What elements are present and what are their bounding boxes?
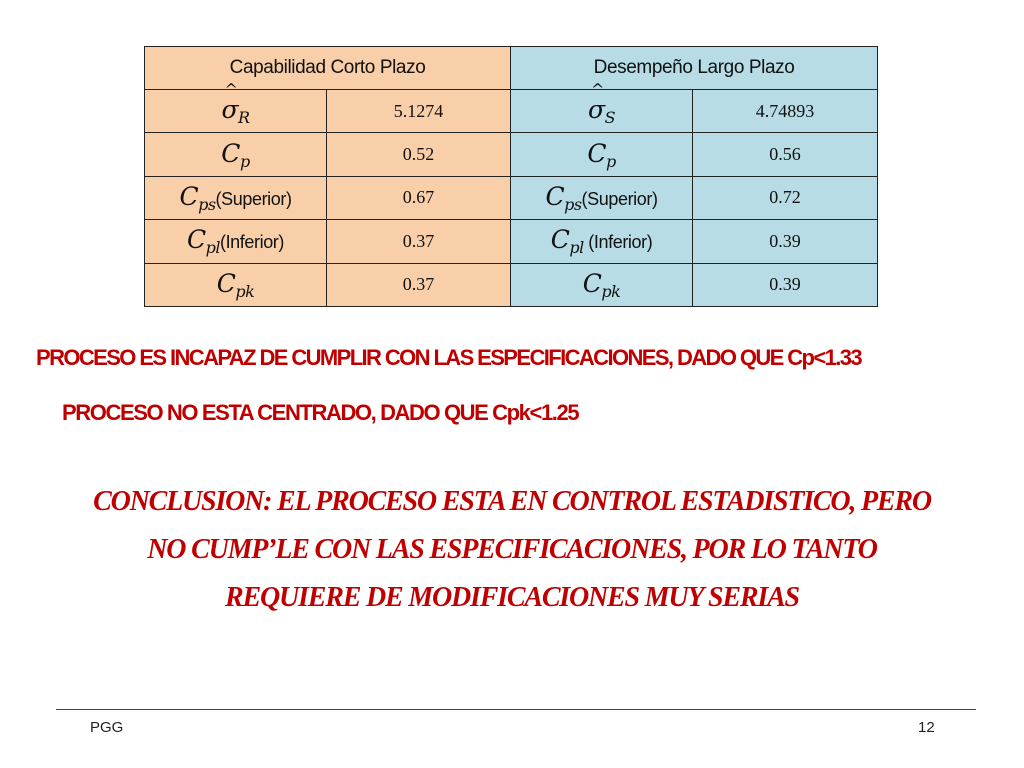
cp-long-value: 0.56: [693, 133, 878, 176]
capability-table: [144, 46, 878, 307]
short-term-header: Capabilidad Corto Plazo: [145, 47, 511, 90]
sigma-r-value: 5.1274: [327, 90, 511, 133]
table-row: [145, 176, 878, 219]
table-row: [145, 263, 878, 306]
cps-long-label: $C_{ps}(Superior)$: [511, 176, 693, 219]
conclusion: [30, 478, 994, 622]
conclusion-line-2: NO CUMP’LE CON LAS ESPECIFICACIONES, POR LO TANTO: [147, 534, 877, 565]
cpl-short-value: 0.37: [327, 220, 511, 263]
conclusion-line-1: CONCLUSION: EL PROCESO ESTA EN CONTROL ESTADISTICO, PERO: [93, 486, 931, 517]
cp-short-value: 0.52: [327, 133, 511, 176]
cp-short-label: $C_p$: [145, 133, 327, 176]
not-centered-note: PROCESO NO ESTA CENTRADO, DADO QUE Cpk<1.25: [62, 400, 579, 425]
cpk-long-label: $C_{pk}$: [511, 263, 693, 306]
table-header-row: [145, 47, 878, 90]
cps-short-label: $C_{ps}(Superior)$: [145, 176, 327, 219]
cp-long-label: $C_p$: [511, 133, 693, 176]
page-number: 12: [918, 719, 935, 736]
cpk-short-value: 0.37: [327, 263, 511, 306]
table-row: [145, 90, 878, 133]
sigma-s-label: ^ $\sigma_S$: [511, 90, 693, 133]
sigma-r-label: ^ $\sigma_R$: [145, 90, 327, 133]
cpl-short-label: $C_{pl}(Inferior)$: [145, 220, 327, 263]
cpk-long-value: 0.39: [693, 263, 878, 306]
table-row: [145, 220, 878, 263]
table-row: [145, 133, 878, 176]
cpl-long-value: 0.39: [693, 220, 878, 263]
footer-divider: [56, 709, 976, 710]
conclusion-line-3: REQUIERE DE MODIFICACIONES MUY SERIAS: [225, 582, 799, 613]
cps-long-value: 0.72: [693, 176, 878, 219]
cpk-short-label: $C_{pk}$: [145, 263, 327, 306]
cps-short-value: 0.67: [327, 176, 511, 219]
incapable-note: PROCESO ES INCAPAZ DE CUMPLIR CON LAS ESPECIFICACIONES, DADO QUE Cp<1.33: [36, 345, 862, 370]
long-term-header: Desempeño Largo Plazo: [511, 47, 878, 90]
cpl-long-label: $C_{pl}$ (Inferior): [511, 220, 693, 263]
sigma-s-value: 4.74893: [693, 90, 878, 133]
footer-author: PGG: [90, 719, 124, 736]
